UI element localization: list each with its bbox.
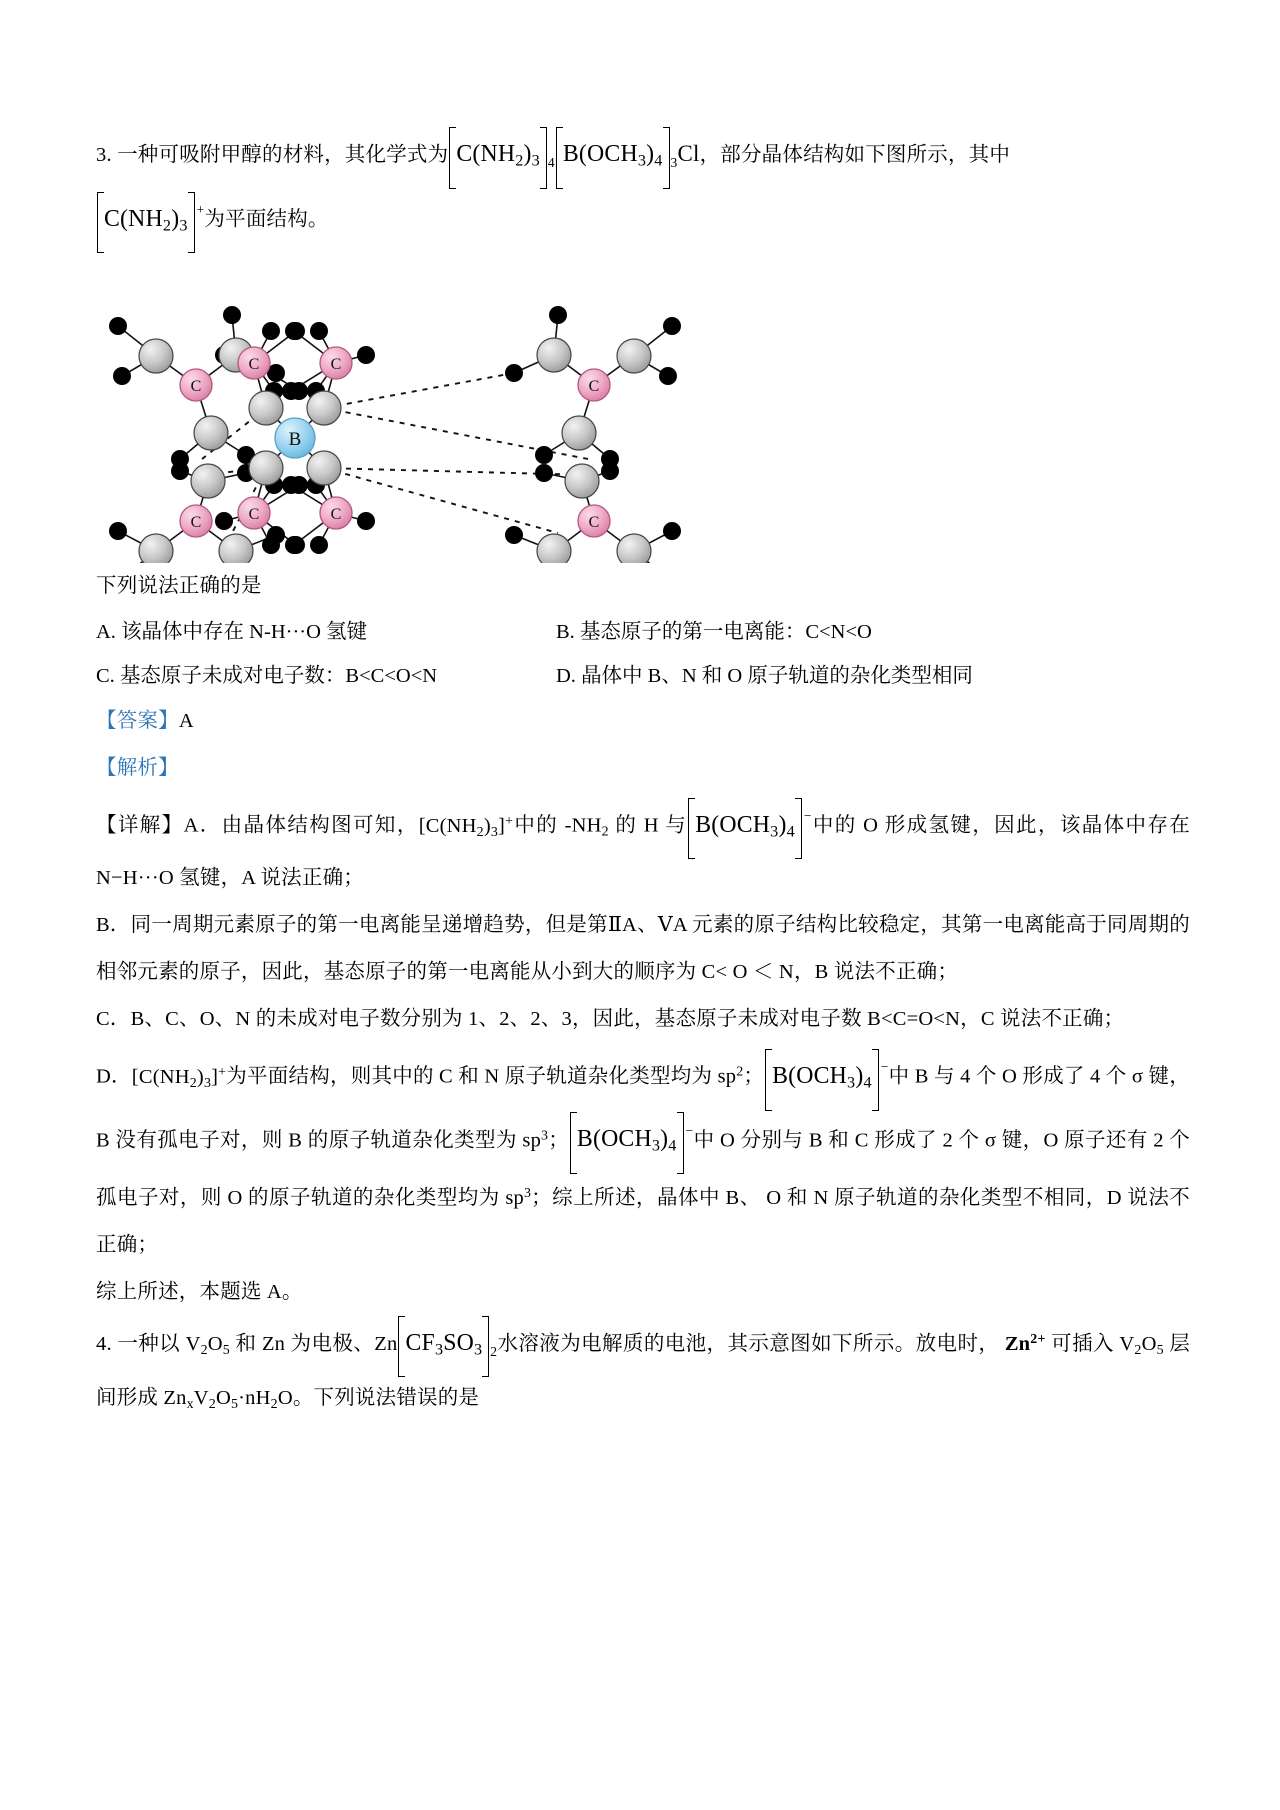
detail-d-tail: 中 B 与 4 个 O [888, 1065, 1018, 1088]
oxygen-atoms [139, 338, 651, 563]
question-3-stem-line2 [96, 186, 1190, 249]
svg-text:B: B [288, 429, 302, 451]
question-4-text-1: 一种以 V [117, 1332, 201, 1355]
detail-paragraph-b: B．同一周期元素原子的第一电离能呈递增趋势，但是第ⅡA、ⅤA 元素的原子结构比较稳定，其第一电离能高于同周期的相邻元素的原子，因此，基态原子的第一电离能从小到大的顺序为 C< O ＜ N，B 说法不正确； [96, 914, 1190, 984]
question-3-number: 3. [96, 144, 112, 166]
carbon-atoms [180, 347, 610, 537]
svg-text:C: C [588, 378, 600, 396]
carbon-atom [180, 505, 212, 537]
formula-chemical-main: $C(NH_2)_3$ $_4$ $B(OCH_3)_4$ $_3$Cl [448, 144, 699, 166]
question-4-text-5: 层间形成 Zn [96, 1332, 1191, 1409]
page-content [96, 130, 1190, 1428]
option-d[interactable] [556, 654, 1190, 698]
option-c-label: C. [96, 665, 115, 688]
question-3-stem-text-2: ，部分晶体结构如下图所示，其中 [699, 144, 1011, 166]
option-row-cd [96, 654, 1190, 698]
svg-text:C: C [330, 356, 342, 374]
option-d-label: D. [556, 665, 576, 688]
detail-d-p3-tail: ；综上所述，晶体中 B、 [531, 1186, 761, 1209]
formula-borate-anion-3: $B(OCH_3)_4^-$ [569, 1129, 693, 1151]
carbon-atom [578, 369, 610, 401]
question-4-number: 4. [96, 1332, 112, 1355]
detail-d-p3: 形成了 2 个 σ 键，O 原子还有 2 个孤电子对，则 O 的原子轨道的杂化类型均为 sp [96, 1129, 1190, 1209]
option-row-ab [96, 610, 1190, 654]
detail-label: 【详解】 [96, 814, 184, 837]
formula-borate-anion-2: $B(OCH_3)_4^-$ [764, 1066, 888, 1088]
option-a-label: A. [96, 621, 116, 644]
question-4-text-2: 和 Zn 为电极、 [235, 1332, 375, 1355]
question-4-text-4: 可插入 V [1051, 1332, 1135, 1355]
option-d-text: 晶体中 B、N 和 O 原子轨道的杂化类型相同 [581, 665, 973, 688]
detail-d-p2-tail: 中 O 分别与 B 和 C [693, 1129, 869, 1152]
question-4-stem: 4. 一种以 $V_2O_5$ 和 Zn 为电极、Zn $CF_3SO_3$ $_2$水溶液为电解质的电池，其示意图如下所示。放电时， $Zn^{2+}$ 可插入 $V_2O_5$ 层间形成 $Zn_xV_2O_5\cdot nH_2O$。下列说法错误的是 [96, 1316, 1190, 1428]
formula-zinc-triflate: Zn $CF_3SO_3$ $_2$ [374, 1333, 497, 1355]
svg-text:C: C [190, 378, 202, 396]
option-a-text: 该晶体中存在 N-H···O 氢键 [121, 621, 368, 644]
question-4-text-3: 水溶液为电解质的电池，其示意图如下所示。放电时， [497, 1332, 1000, 1355]
detail-d-mid: 为平面结构，则其中的 C 和 N 原子轨道杂化类型均为 sp [226, 1065, 737, 1088]
answer-line [96, 698, 1190, 745]
formula-guanidinium-cation: $C(NH_2)_3^+$ [96, 209, 204, 231]
option-c[interactable] [96, 654, 556, 698]
option-a[interactable] [96, 610, 556, 654]
answer-value: A [178, 710, 194, 733]
carbon-atom [238, 347, 270, 379]
formula-zinc-ion: $Zn^{2+}$ [1004, 1331, 1046, 1355]
carbon-atom [578, 505, 610, 537]
answer-label: 【答案】 [96, 710, 179, 733]
formula-guanidinium-inline-2: $[C(NH_2)_3]^+$ [131, 1065, 227, 1091]
carbon-atom [320, 347, 352, 379]
svg-text:C: C [248, 356, 260, 374]
conclusion-line: 综上所述，本题选 A。 [96, 1280, 303, 1303]
detail-a-mid2: 的 H 与 [615, 814, 688, 837]
formula-borate-anion-1: $B(OCH_3)_4^-$ [687, 815, 811, 837]
crystal-structure-diagram [96, 263, 696, 563]
detail-a-tail: 中的 O 形成氢键，因此，该晶体中存在 N−H···O 氢键，A 说法正确； [96, 814, 1191, 890]
analysis-label: 【解析】 [96, 757, 179, 780]
detail-paragraph-c: C．B、C、O、N 的未成对电子数分别为 1、2、2、3，因此，基态原子未成对电子数 B<C=O<N，C 说法不正确； [96, 1008, 1125, 1031]
detail-a-lead: A．由晶体结构图可知， [183, 814, 419, 837]
question-4-text-6: 。下列说法错误的是 [292, 1386, 480, 1409]
detail-a-mid: 中的 -NH [513, 814, 602, 837]
detail-d-p4: O 和 N 原子轨道的杂化类型不相同，D 说法不正确； [96, 1186, 1190, 1256]
option-b-label: B. [556, 621, 575, 644]
svg-text:C: C [330, 506, 342, 524]
question-3-stem [96, 130, 1190, 186]
detail-d-lead: D． [96, 1065, 132, 1088]
question-3-stem-line2-tail: 为平面结构。 [204, 208, 329, 231]
formula-guanidinium-inline: $[C(NH_2)_3]^+$ [418, 813, 514, 840]
svg-text:C: C [588, 514, 600, 532]
carbon-atom [320, 497, 352, 529]
carbon-atom [238, 497, 270, 529]
question-3-prompt: 下列说法正确的是 [96, 575, 262, 598]
svg-text:C: C [190, 514, 202, 532]
carbon-atom [180, 369, 212, 401]
option-b-text: 基态原子的第一电离能：C<N<O [579, 621, 872, 644]
detail-d-p2-lead: 形成了 4 个 σ 键，B 没有孤电子对，则 B 的原子轨道杂化类型为 sp [96, 1065, 1190, 1152]
option-c-text: 基态原子未成对电子数：B<C<O<N [119, 665, 438, 688]
svg-text:C: C [248, 506, 260, 524]
question-3-stem-text-1: 一种可吸附甲醇的材料，其化学式为 [117, 144, 449, 166]
detail-paragraph-a: 【详解】A．由晶体结构图可知，$[C(NH_2)_3]^+$中的 $-NH_2$ 的 H 与 $B(OCH_3)_4^-$中的 O 形成氢键，因此，该晶体中存在 N−H···O 氢键，A 说法正确； [96, 792, 1190, 902]
boron-atom [275, 418, 315, 458]
detail-paragraph-d: D．$[C(NH_2)_3]^+$为平面结构，则其中的 C 和 N 原子轨道杂化类型均为 $sp^2$； $B(OCH_3)_4^-$中 B 与 4 个 O 形成了 4 个 σ 键，B 没有孤电子对，则 B 的原子轨道杂化类型为 $sp^3$； $B(OCH_3)_4^-$中 O 分别与 B 和 C 形成了 2 个 σ 键，O 原子还有 2 个孤电子对，则 O 的原子轨道的杂化类型均为 $sp^3$；综上所述，晶体中 B、 O 和 N 原子轨道的杂化类型不相同，D 说法不正确； [96, 1043, 1190, 1268]
option-b[interactable] [556, 610, 1190, 654]
